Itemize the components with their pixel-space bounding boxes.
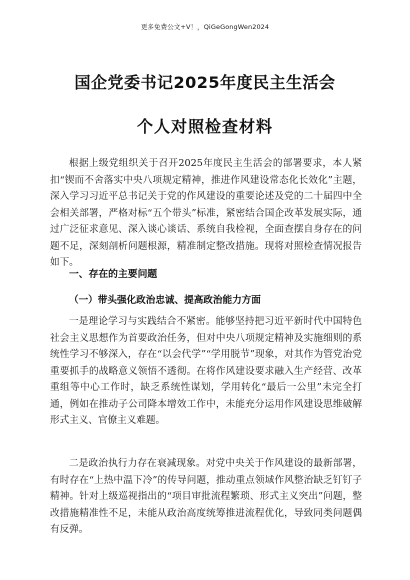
header-watermark: 更多免费公文+V！，QiGeGongWen2024 (140, 23, 270, 31)
body-paragraph-2: 二是政治执行力存在衰减现象。对党中央关于作风建设的最新部署，有时存在“上热中温下冷”的传导问题，推动重点领域作风整治缺乏钉钉子精神。针对上级巡视指出的“项目审批流程繁琐、形式主义突出”问题，整改措施精准性不足，未能从政治高度统筹推进流程优化，导致同类问题偶有反弹。 (50, 458, 362, 535)
section-heading: 一、存在的主要问题 (69, 269, 158, 280)
document-title-line1: 国企党委书记2025年度民主生活会 (74, 73, 336, 92)
document-title-line2: 个人对照检查材料 (136, 117, 273, 136)
body-paragraph-1: 一是理论学习与实践结合不紧密。能够坚持把习近平新时代中国特色社会主义思想作为首要政治任务，但对中央八项规定精神及实施细则的系统性学习不够深入，存在“以会代学”“学用脱节”现象，对其作为管党治党重要抓手的战略意义领悟不透彻。在将作风建设要求融入生产经营、改革重组等中心工作时，缺乏系统性谋划，学用转化“最后一公里”未完全打通，例如在推动子公司降本增效工作中，未能充分运用作风建设思维破解形式主义、官僚主义难题。 (50, 316, 362, 426)
subsection-heading: （一）带头强化政治忠诚、提高政治能力方面 (69, 295, 261, 306)
intro-paragraph: 根据上级党组织关于召开2025年度民主生活会的部署要求，本人紧扣“锲而不舍落实中央八项规定精神，推进作风建设常态化长效化”主题，深入学习习近平总书记关于党的作风建设的重要论述及党的二十届四中全会相关部署，严格对标“五个带头”标准，紧密结合国企改革发展实际，通过广泛征求意见、深入谈心谈话、系统自我检视，全面查摆自身存在的问题不足，深刻剖析问题根源，精准制定整改措施。现将对照检查情况报告如下。 (50, 158, 362, 268)
